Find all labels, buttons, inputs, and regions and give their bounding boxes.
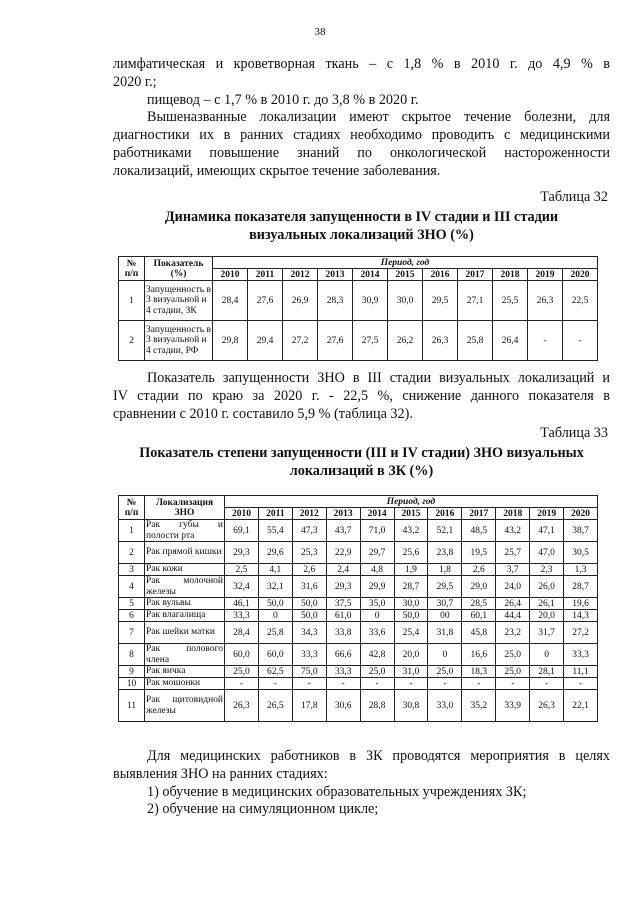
cell-value: - [528, 321, 563, 361]
cell-value: - [326, 678, 360, 690]
cell-value: 60,1 [462, 610, 496, 622]
cell-value: 62,5 [258, 666, 292, 678]
row-number: 1 [119, 281, 145, 321]
cell-value: 33,3 [564, 644, 598, 666]
cell-value: 29,5 [423, 281, 458, 321]
cell-value: 19,6 [564, 598, 598, 610]
cell-value: 25,0 [428, 666, 462, 678]
cell-value: 25,8 [458, 321, 493, 361]
cell-value: 19,5 [462, 542, 496, 564]
table-row [119, 678, 598, 690]
table32-year: 2017 [458, 269, 493, 281]
table33-year: 2015 [394, 508, 428, 520]
mid-line-2: IV стадии по краю за 2020 г. - 22,5 %, снижение данного показателя в [113, 387, 610, 404]
cell-value: 29,3 [225, 542, 259, 564]
cell-value: - [394, 678, 428, 690]
cell-value: 24,0 [496, 576, 530, 598]
row-label: Запущенность в 3 визуальной и 4 стадии, РФ [145, 321, 213, 361]
cell-value: - [564, 678, 598, 690]
cell-value: 26,3 [528, 281, 563, 321]
cell-value: 30,5 [564, 542, 598, 564]
intro-line-4: Вышеназванные локализации имеют скрытое течение болезни, для [147, 109, 610, 126]
row-number: 9 [119, 666, 145, 678]
cell-value: 29,8 [213, 321, 248, 361]
table-row [119, 610, 598, 622]
table33-header-localization: Локализация ЗНО [145, 496, 225, 520]
row-label: Рак прямой кишки [145, 542, 225, 564]
table-row [119, 520, 598, 542]
cell-value: 25,5 [493, 281, 528, 321]
cell-value: - [530, 678, 564, 690]
intro-line-7: локализаций, имеющих скрытое течение заболевания. [113, 162, 441, 179]
cell-value: 69,1 [225, 520, 259, 542]
cell-value: - [462, 678, 496, 690]
cell-value: 33,8 [326, 622, 360, 644]
cell-value: 2,6 [292, 564, 326, 576]
row-number: 8 [119, 644, 145, 666]
outro-line-4: 2) обучение на симуляционном цикле; [147, 801, 379, 818]
cell-value: 33,3 [326, 666, 360, 678]
cell-value: 26,2 [388, 321, 423, 361]
row-number: 7 [119, 622, 145, 644]
cell-value: 2,6 [462, 564, 496, 576]
cell-value: 33,9 [496, 690, 530, 722]
table-row [119, 542, 598, 564]
cell-value: 30,7 [428, 598, 462, 610]
cell-value: 26,5 [258, 690, 292, 722]
intro-line-5: диагностики их в ранних стадиях необходимо проводить с медицинскими [113, 127, 610, 144]
cell-value: 11,1 [564, 666, 598, 678]
cell-value: 25,7 [496, 542, 530, 564]
cell-value: 28,4 [225, 622, 259, 644]
cell-value: 0 [360, 610, 394, 622]
row-label: Рак яичка [145, 666, 225, 678]
cell-value: 43,7 [326, 520, 360, 542]
cell-value: 30,8 [394, 690, 428, 722]
cell-value: - [563, 321, 598, 361]
cell-value: 30,0 [388, 281, 423, 321]
row-number: 3 [119, 564, 145, 576]
table32-caption: Таблица 32 [540, 189, 608, 205]
cell-value: 20,0 [394, 644, 428, 666]
cell-value: 66,6 [326, 644, 360, 666]
table33-year: 2019 [530, 508, 564, 520]
cell-value: 33,3 [292, 644, 326, 666]
cell-value: 50,0 [394, 610, 428, 622]
cell-value: 14,3 [564, 610, 598, 622]
cell-value: 28,1 [530, 666, 564, 678]
row-label: Рак влагалища [145, 610, 225, 622]
row-number: 2 [119, 542, 145, 564]
cell-value: 25,6 [394, 542, 428, 564]
mid-line-3: сравнении с 2010 г. составило 5,9 % (таблица 32). [113, 405, 413, 422]
table33 [118, 495, 598, 722]
cell-value: 44,4 [496, 610, 530, 622]
cell-value: 25,3 [292, 542, 326, 564]
table33-header-period: Период, год [225, 496, 598, 508]
table32-header-indicator: Показатель (%) [145, 257, 213, 281]
table32-header-num: № п/п [119, 257, 145, 281]
table32-year: 2014 [353, 269, 388, 281]
cell-value: 47,1 [530, 520, 564, 542]
row-number: 11 [119, 690, 145, 722]
cell-value: 35,0 [360, 598, 394, 610]
table32-year: 2019 [528, 269, 563, 281]
table32-title-line-1: Динамика показателя запущенности в IV стадии и III стадии [164, 209, 559, 225]
cell-value: - [496, 678, 530, 690]
table33-year: 2018 [496, 508, 530, 520]
cell-value: 26,3 [225, 690, 259, 722]
row-label: Рак кожи [145, 564, 225, 576]
cell-value: 60,0 [258, 644, 292, 666]
cell-value: 32,4 [225, 576, 259, 598]
cell-value: 47,3 [292, 520, 326, 542]
cell-value: 30,6 [326, 690, 360, 722]
table33-year: 2016 [428, 508, 462, 520]
table-row [119, 622, 598, 644]
cell-value: 28,5 [462, 598, 496, 610]
cell-value: 29,4 [248, 321, 283, 361]
cell-value: 4,1 [258, 564, 292, 576]
cell-value: 50,0 [292, 610, 326, 622]
cell-value: 26,1 [530, 598, 564, 610]
cell-value: 47,0 [530, 542, 564, 564]
table33-year: 2010 [225, 508, 259, 520]
cell-value: 33,0 [428, 690, 462, 722]
table33-year: 2014 [360, 508, 394, 520]
table-row [119, 644, 598, 666]
cell-value: 29,6 [258, 542, 292, 564]
cell-value: 35,2 [462, 690, 496, 722]
cell-value: 4,8 [360, 564, 394, 576]
table32-title-line-2: визуальных локализаций ЗНО (%) [249, 227, 474, 243]
row-label: Рак щитовидной железы [145, 690, 225, 722]
outro-line-2: выявления ЗНО на ранних стадиях: [113, 765, 328, 782]
cell-value: 31,6 [292, 576, 326, 598]
cell-value: - [292, 678, 326, 690]
table32-header-period: Период, год [213, 257, 598, 269]
row-number: 6 [119, 610, 145, 622]
cell-value: 22,1 [564, 690, 598, 722]
row-number: 2 [119, 321, 145, 361]
outro-text [113, 748, 610, 819]
cell-value: 23,8 [428, 542, 462, 564]
cell-value: 30,0 [394, 598, 428, 610]
table33-title-line-2: локализаций в ЗК (%) [289, 463, 434, 479]
table-row [119, 576, 598, 598]
table33-year: 2020 [564, 508, 598, 520]
table32-year: 2012 [283, 269, 318, 281]
table32-year: 2015 [388, 269, 423, 281]
cell-value: 48,5 [462, 520, 496, 542]
table33-header-num: № п/п [119, 496, 145, 520]
cell-value: 0 [530, 644, 564, 666]
intro-line-3: пищевод – с 1,7 % в 2010 г. до 3,8 % в 2020 г. [147, 91, 419, 108]
cell-value: 3,7 [496, 564, 530, 576]
row-number: 5 [119, 598, 145, 610]
cell-value: 25,8 [258, 622, 292, 644]
row-label: Рак шейки матки [145, 622, 225, 644]
table-row [119, 281, 598, 321]
table33-year: 2013 [326, 508, 360, 520]
cell-value: 32,1 [258, 576, 292, 598]
row-number: 4 [119, 576, 145, 598]
cell-value: 20,0 [530, 610, 564, 622]
cell-value: 22,9 [326, 542, 360, 564]
table32-year: 2018 [493, 269, 528, 281]
row-number: 10 [119, 678, 145, 690]
cell-value: 28,7 [564, 576, 598, 598]
cell-value: 33,3 [225, 610, 259, 622]
cell-value: 22,5 [563, 281, 598, 321]
cell-value: 2,5 [225, 564, 259, 576]
cell-value: 1,9 [394, 564, 428, 576]
row-label: Рак вульвы [145, 598, 225, 610]
cell-value: 25,0 [496, 666, 530, 678]
cell-value: 34,3 [292, 622, 326, 644]
cell-value: 27,6 [248, 281, 283, 321]
page-number: 38 [314, 26, 326, 38]
cell-value: 45,8 [462, 622, 496, 644]
cell-value: 30,9 [353, 281, 388, 321]
cell-value: 26,9 [283, 281, 318, 321]
cell-value: 42,8 [360, 644, 394, 666]
cell-value: 1,8 [428, 564, 462, 576]
cell-value: 28,3 [318, 281, 353, 321]
cell-value: 71,0 [360, 520, 394, 542]
row-number: 1 [119, 520, 145, 542]
cell-value: 17,8 [292, 690, 326, 722]
cell-value: - [258, 678, 292, 690]
intro-line-6: работниками повышение знаний по онкологической настороженности [113, 144, 610, 161]
outro-line-1: Для медицинских работников в ЗК проводятся мероприятия в целях [147, 748, 610, 764]
cell-value: 28,7 [394, 576, 428, 598]
cell-value: 29,5 [428, 576, 462, 598]
cell-value: 26,0 [530, 576, 564, 598]
row-label: Рак мошонки [145, 678, 225, 690]
cell-value: 00 [428, 610, 462, 622]
table32-title [113, 208, 610, 244]
row-label: Рак молочной железы [146, 576, 223, 597]
cell-value: 27,2 [564, 622, 598, 644]
cell-value: 25,0 [360, 666, 394, 678]
cell-value: 0 [258, 610, 292, 622]
cell-value: - [225, 678, 259, 690]
cell-value: 29,3 [326, 576, 360, 598]
cell-value: 29,7 [360, 542, 394, 564]
cell-value: 28,4 [213, 281, 248, 321]
table32-year: 2013 [318, 269, 353, 281]
cell-value: 55,4 [258, 520, 292, 542]
outro-line-3: 1) обучение в медицинских образовательных учреждениях ЗК; [147, 783, 527, 800]
cell-value: 1,3 [564, 564, 598, 576]
cell-value: 2,3 [530, 564, 564, 576]
cell-value: 28,8 [360, 690, 394, 722]
cell-value: 27,6 [318, 321, 353, 361]
row-label: Запущенность в 3 визуальной и 4 стадии, ЗК [145, 281, 213, 321]
cell-value: 31,0 [394, 666, 428, 678]
cell-value: 25,4 [394, 622, 428, 644]
cell-value: 33,6 [360, 622, 394, 644]
cell-value: 75,0 [292, 666, 326, 678]
cell-value: 26,3 [423, 321, 458, 361]
table33-year: 2017 [462, 508, 496, 520]
intro-line-2: 2020 г.; [113, 73, 157, 90]
intro-text [113, 56, 610, 181]
cell-value: 18,3 [462, 666, 496, 678]
mid-text [113, 370, 610, 423]
intro-line-1: лимфатическая и кроветворная ткань – с 1,8 % в 2010 г. до 4,9 % в [113, 56, 610, 72]
cell-value: 29,0 [462, 576, 496, 598]
cell-value: 26,3 [530, 690, 564, 722]
row-label: Рак полового члена [146, 644, 223, 665]
table32-year: 2010 [213, 269, 248, 281]
cell-value: 26,4 [496, 598, 530, 610]
cell-value: 60,0 [225, 644, 259, 666]
cell-value: 46,1 [225, 598, 259, 610]
cell-value: 50,0 [292, 598, 326, 610]
cell-value: 38,7 [564, 520, 598, 542]
cell-value: 27,5 [353, 321, 388, 361]
cell-value: 29,9 [360, 576, 394, 598]
cell-value: 52,1 [428, 520, 462, 542]
table32-year: 2016 [423, 269, 458, 281]
cell-value: 25,0 [496, 644, 530, 666]
cell-value: 50,0 [258, 598, 292, 610]
table33-title-line-1: Показатель степени запущенности (III и IV стадии) ЗНО визуальных [139, 445, 584, 461]
cell-value: 16,6 [462, 644, 496, 666]
table-row [119, 690, 598, 722]
table32-year: 2011 [248, 269, 283, 281]
cell-value: 23,2 [496, 622, 530, 644]
table32-year: 2020 [563, 269, 598, 281]
cell-value: 61,0 [326, 610, 360, 622]
table33-year: 2012 [292, 508, 326, 520]
cell-value: 43,2 [394, 520, 428, 542]
cell-value: 27,1 [458, 281, 493, 321]
table-row [119, 666, 598, 678]
table33-title [113, 444, 610, 480]
table-row [119, 564, 598, 576]
cell-value: 31,7 [530, 622, 564, 644]
table-row [119, 321, 598, 361]
table33-year: 2011 [258, 508, 292, 520]
row-label: Рак губы и полости рта [146, 520, 223, 541]
cell-value: 37,5 [326, 598, 360, 610]
cell-value: 0 [428, 644, 462, 666]
cell-value: 26,4 [493, 321, 528, 361]
mid-line-1: Показатель запущенности ЗНО в III стадии визуальных локализаций и [147, 370, 610, 386]
table-row [119, 598, 598, 610]
cell-value: 2,4 [326, 564, 360, 576]
cell-value: 27,2 [283, 321, 318, 361]
table32 [118, 256, 598, 361]
cell-value: 25,0 [225, 666, 259, 678]
table33-caption: Таблица 33 [540, 425, 608, 441]
cell-value: - [360, 678, 394, 690]
cell-value: 31,8 [428, 622, 462, 644]
cell-value: - [428, 678, 462, 690]
cell-value: 43,2 [496, 520, 530, 542]
